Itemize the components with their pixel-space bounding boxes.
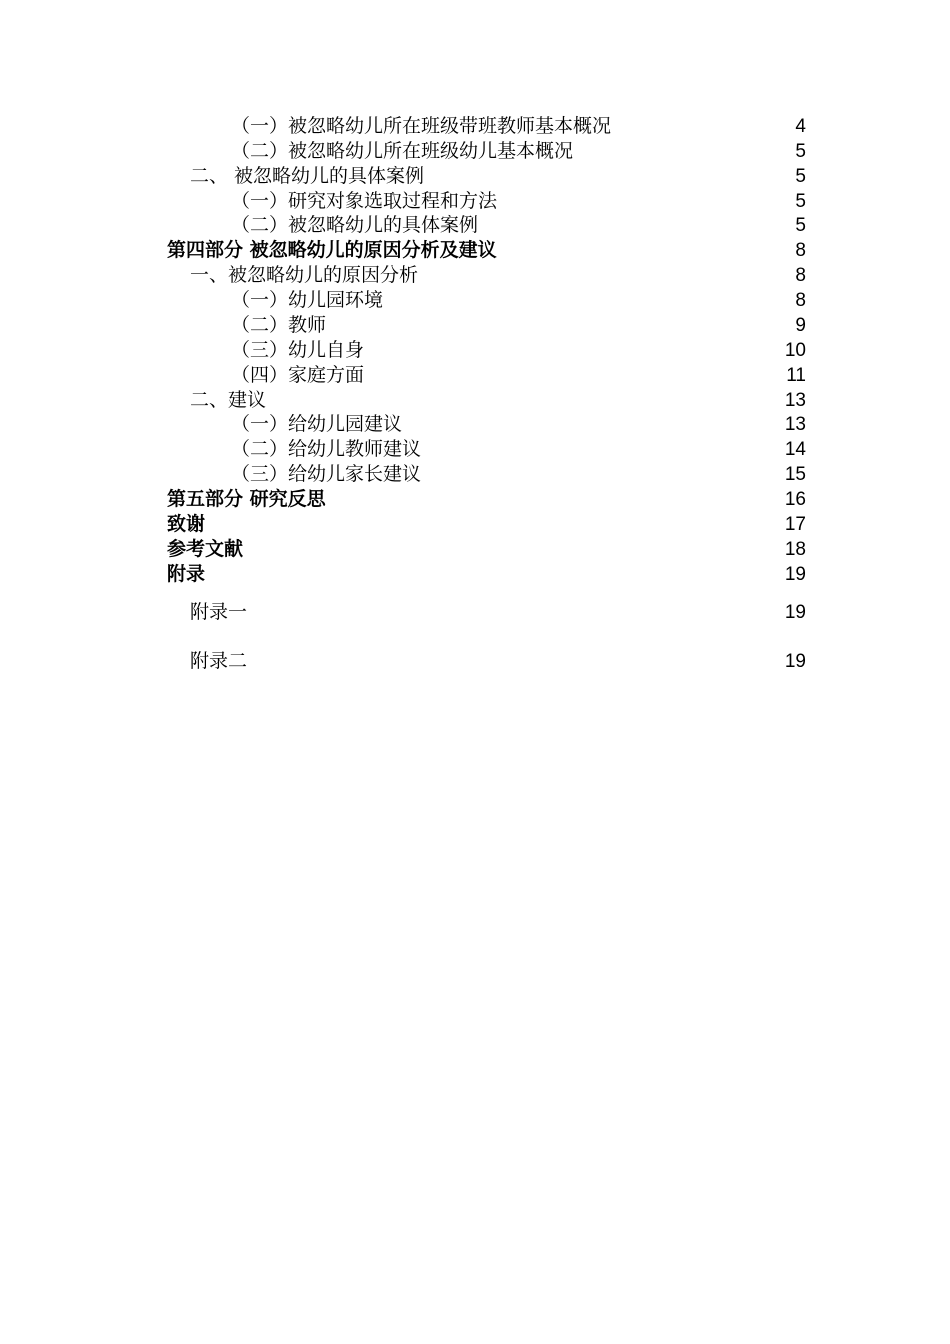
toc-entry-page-number: 10 [784,340,806,361]
toc-entry[interactable] [0,363,950,388]
toc-entry-page-number: 18 [784,539,806,560]
toc-entry-page-number: 8 [795,290,806,311]
toc-entry[interactable] [0,487,950,512]
toc-entry-label: 附录 [167,563,206,585]
toc-entry[interactable] [0,412,950,437]
toc-entry-page-number: 17 [784,514,806,535]
toc-entry[interactable] [0,537,950,562]
toc-entry-label: （四）家庭方面 [231,364,365,386]
toc-entry-page-number: 15 [784,464,806,485]
toc-entry[interactable] [0,437,950,462]
toc-entry[interactable] [0,649,950,674]
toc-entry-label: （一）幼儿园环境 [231,289,384,311]
toc-entry-label: （一）给幼儿园建议 [231,413,403,435]
toc-entry-label: 第四部分 被忽略幼儿的原因分析及建议 [167,239,497,261]
toc-entry-page-number: 5 [795,215,806,236]
toc-entry[interactable] [0,462,950,487]
toc-entry-page-number: 4 [795,116,806,137]
toc-entry-label: （一）研究对象选取过程和方法 [231,190,498,212]
toc-entry[interactable] [0,189,950,214]
toc-entry[interactable] [0,213,950,238]
toc-entry-page-number: 5 [795,141,806,162]
toc-entry-label: 附录二 [190,650,248,672]
toc-entry[interactable] [0,512,950,537]
toc-entry-page-number: 19 [784,602,806,623]
toc-entry[interactable] [0,600,950,625]
toc-entry-label: 参考文献 [167,538,244,560]
toc-entry-label: （三）给幼儿家长建议 [231,463,422,485]
toc-entry-label: 二、建议 [190,389,267,411]
toc-entry-label: 附录一 [190,601,248,623]
toc-entry-label: 第五部分 研究反思 [167,488,326,510]
toc-entry-label: 一、被忽略幼儿的原因分析 [190,264,419,286]
toc-entry-page-number: 13 [784,390,806,411]
toc-entry-page-number: 19 [784,564,806,585]
toc-entry-page-number: 8 [795,265,806,286]
toc-entry[interactable] [0,288,950,313]
toc-entry[interactable] [0,388,950,413]
toc-entry[interactable] [0,313,950,338]
toc-entry-page-number: 14 [784,439,806,460]
toc-entry[interactable] [0,338,950,363]
toc-entry-page-number: 13 [784,414,806,435]
toc-entry-label: （二）给幼儿教师建议 [231,438,422,460]
toc-entry[interactable] [0,139,950,164]
toc-entry-page-number: 16 [784,489,806,510]
toc-entry[interactable] [0,238,950,263]
toc-entry[interactable] [0,562,950,587]
toc-entry-page-number: 19 [784,651,806,672]
toc-entry-label: （二）被忽略幼儿所在班级幼儿基本概况 [231,140,574,162]
toc-entry-page-number: 11 [786,365,806,386]
toc-entry-label: （二）教师 [231,314,327,336]
toc-entry-label: （一）被忽略幼儿所在班级带班教师基本概况 [231,115,612,137]
toc-entry-label: （三）幼儿自身 [231,339,365,361]
toc-entry[interactable] [0,263,950,288]
toc-entry-label: 二、 被忽略幼儿的具体案例 [190,165,425,187]
toc-entry[interactable] [0,114,950,139]
toc-entry-label: （二）被忽略幼儿的具体案例 [231,214,479,236]
toc-entry-page-number: 9 [795,315,806,336]
toc-entry-page-number: 5 [795,191,806,212]
toc-entry-page-number: 8 [795,240,806,261]
toc-entry[interactable] [0,164,950,189]
toc-entry-label: 致谢 [167,513,206,535]
toc-entry-page-number: 5 [795,166,806,187]
